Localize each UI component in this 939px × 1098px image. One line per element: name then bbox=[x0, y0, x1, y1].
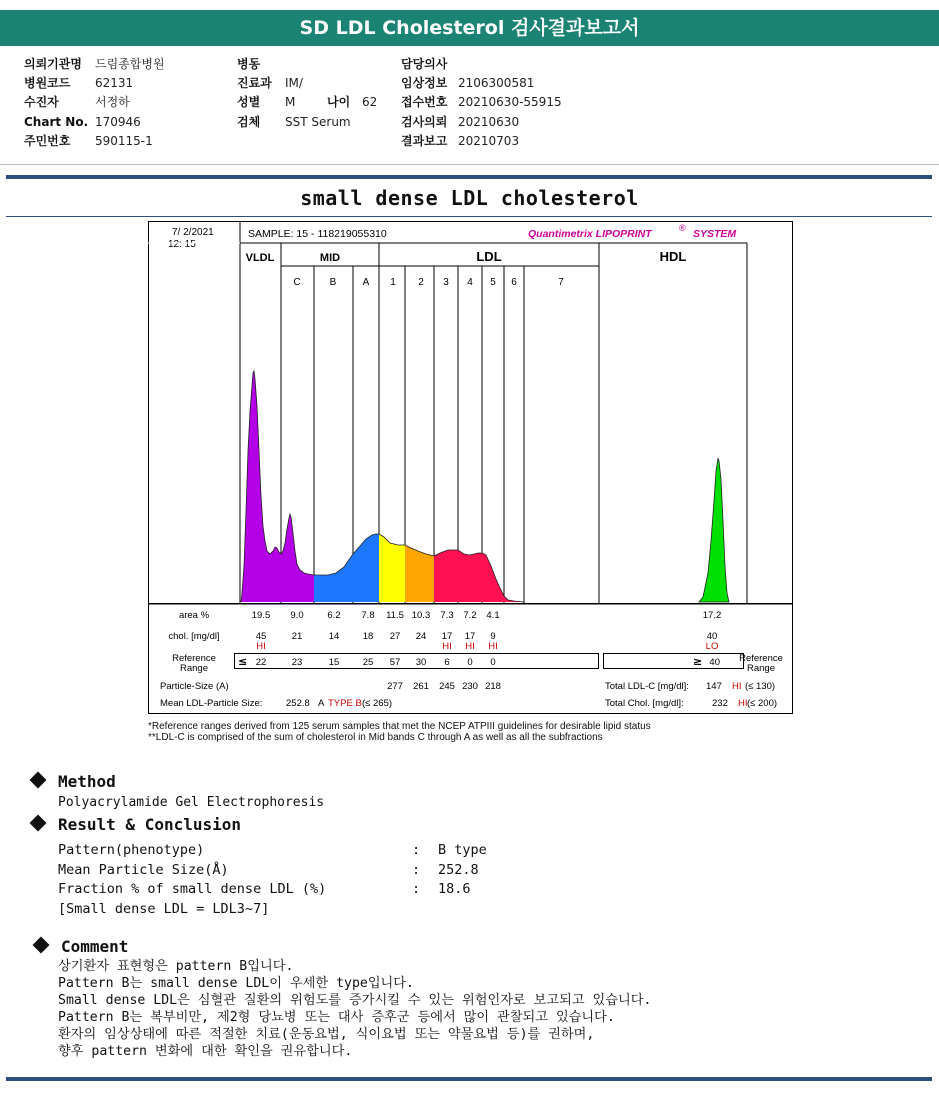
info-key: 검사의뢰 bbox=[401, 114, 448, 129]
ref-value: 0 bbox=[467, 657, 473, 668]
mean-particle-unit: A bbox=[318, 698, 325, 709]
info-key: 검체 bbox=[237, 114, 261, 129]
total-ldl-label: Total LDL-C [mg/dl]: bbox=[605, 681, 689, 692]
info-row bbox=[24, 113, 165, 132]
info-key: Chart No. bbox=[24, 114, 89, 129]
band-label-ldl: 4 bbox=[467, 277, 473, 288]
comment-line: Pattern B는 small dense LDL이 우세한 type입니다. bbox=[58, 976, 414, 991]
result-value: 18.6 bbox=[438, 881, 471, 897]
area-value: 19.5 bbox=[251, 610, 271, 621]
total-chol-ref: (≤ 200) bbox=[747, 698, 778, 709]
age-value: 62 bbox=[362, 95, 378, 109]
band-label-mid: A bbox=[362, 277, 370, 288]
chol-value: 21 bbox=[291, 631, 303, 642]
particle-size-value: 277 bbox=[387, 681, 403, 692]
chol-value: 17 bbox=[441, 631, 453, 642]
info-key: 주민번호 bbox=[24, 133, 71, 148]
area-value: 9.0 bbox=[290, 610, 304, 621]
info-value: SST Serum bbox=[285, 114, 351, 129]
info-column-1 bbox=[24, 55, 165, 151]
total-chol-value: 232 bbox=[712, 698, 728, 709]
chol-flag: HI bbox=[256, 641, 266, 652]
chart-date: 7/ 2/2021 bbox=[172, 227, 214, 238]
ref-right-label-1: Reference bbox=[739, 653, 783, 664]
group-label-vldl: VLDL bbox=[245, 252, 275, 264]
result-value: 252.8 bbox=[438, 862, 479, 878]
info-key: 접수번호 bbox=[401, 95, 448, 110]
info-row bbox=[237, 74, 351, 93]
band-label-ldl: 1 bbox=[390, 277, 396, 288]
comment-line: 향후 pattern 변화에 대한 확인을 권유합니다. bbox=[58, 1044, 353, 1059]
chol-value: 17 bbox=[464, 631, 476, 642]
comment-heading bbox=[35, 937, 128, 956]
band-label-ldl: 7 bbox=[558, 277, 564, 288]
mean-particle-label: Mean LDL-Particle Size: bbox=[160, 698, 263, 709]
footnote-1: *Reference ranges derived from 125 serum samples that met the NCEP ATPIII guidelines for desirable lipid status bbox=[148, 721, 651, 732]
bottom-rule bbox=[6, 1077, 932, 1081]
info-row bbox=[401, 55, 562, 74]
chart-brand: Quantimetrix LIPOPRINT bbox=[528, 228, 652, 240]
result-heading-text: Result & Conclusion bbox=[58, 815, 242, 834]
group-label-hdl: HDL bbox=[659, 249, 687, 264]
hdl-ref-value: 40 bbox=[709, 657, 720, 668]
info-key: 성별 bbox=[237, 95, 261, 110]
area-value: 7.8 bbox=[361, 610, 375, 621]
info-key: 병원코드 bbox=[24, 76, 71, 91]
total-ldl-flag: HI bbox=[732, 681, 742, 692]
diamond-bullet-icon bbox=[30, 815, 47, 832]
info-row bbox=[24, 74, 165, 93]
band-label-ldl: 3 bbox=[443, 277, 449, 288]
info-value: M bbox=[285, 95, 296, 110]
info-row bbox=[401, 113, 562, 132]
hdl-chol-value: 40 bbox=[706, 631, 718, 642]
row-label-chol: chol. [mg/dl] bbox=[168, 631, 220, 642]
chol-value: 27 bbox=[389, 631, 401, 642]
result-value: B type bbox=[438, 842, 487, 858]
chart-sample: SAMPLE: 15 - 118219055310 bbox=[248, 228, 387, 240]
diamond-bullet-icon bbox=[33, 937, 50, 954]
info-row bbox=[237, 113, 351, 132]
chol-flag: HI bbox=[465, 641, 475, 652]
ref-right-label-2: Range bbox=[747, 663, 775, 674]
ref-value: 15 bbox=[328, 657, 340, 668]
info-value: 20210630 bbox=[458, 114, 520, 129]
info-key: 담당의사 bbox=[401, 57, 448, 71]
group-label-mid: MID bbox=[319, 252, 341, 264]
info-value: IM/ bbox=[285, 76, 303, 91]
subtitle-underline bbox=[6, 216, 932, 217]
info-divider bbox=[0, 164, 939, 165]
chart-time: 12: 15 bbox=[168, 239, 196, 250]
area-value: 11.5 bbox=[386, 610, 404, 621]
hdl-ref-ge-symbol: ≥ bbox=[693, 655, 703, 668]
method-text: Polyacrylamide Gel Electrophoresis bbox=[58, 795, 325, 810]
row-label-ref-1: Reference bbox=[172, 653, 216, 664]
result-label: Pattern(phenotype) bbox=[58, 842, 205, 858]
band-label-ldl: 6 bbox=[511, 277, 517, 288]
info-column-3 bbox=[401, 55, 562, 151]
comment-body bbox=[58, 958, 651, 1060]
ref-value: 6 bbox=[444, 657, 450, 668]
particle-size-value: 230 bbox=[462, 681, 478, 692]
row-label-ref-2: Range bbox=[180, 663, 208, 674]
result-separator: : bbox=[412, 862, 421, 878]
info-value: 2106300581 bbox=[458, 76, 535, 91]
ref-value: 0 bbox=[490, 657, 496, 668]
info-value: 170946 bbox=[95, 114, 141, 129]
info-row bbox=[401, 74, 562, 93]
group-label-ldl: LDL bbox=[476, 249, 502, 264]
ref-value: 22 bbox=[255, 657, 267, 668]
top-rule bbox=[6, 175, 932, 179]
chol-value: 14 bbox=[328, 631, 340, 642]
comment-heading-text: Comment bbox=[61, 937, 129, 956]
total-ldl-ref: (≤ 130) bbox=[745, 681, 776, 692]
row-label-area: area % bbox=[178, 610, 210, 621]
method-heading-text: Method bbox=[58, 772, 116, 791]
info-age bbox=[327, 93, 377, 112]
info-key: 임상정보 bbox=[401, 76, 448, 91]
info-key: 수진자 bbox=[24, 95, 59, 110]
ref-value: 30 bbox=[415, 657, 427, 668]
area-value: 7.2 bbox=[463, 610, 477, 621]
area-value: 7.3 bbox=[440, 610, 454, 621]
curve-band-fill bbox=[458, 550, 482, 602]
chol-flag: HI bbox=[488, 641, 498, 652]
result-note: [Small dense LDL = LDL3~7] bbox=[58, 901, 270, 917]
result-label: Fraction % of small dense LDL (%) bbox=[58, 881, 327, 897]
total-ldl-value: 147 bbox=[706, 681, 722, 692]
hdl-chol-flag: LO bbox=[705, 641, 719, 652]
comment-line: 상기환자 표현형은 pattern B입니다. bbox=[58, 959, 294, 974]
age-key: 나이 bbox=[327, 95, 351, 109]
section-subtitle: small dense LDL cholesterol bbox=[300, 186, 639, 210]
info-row bbox=[24, 132, 165, 151]
info-value: 20210630-55915 bbox=[458, 95, 562, 110]
result-separator: : bbox=[412, 881, 421, 897]
particle-size-value: 245 bbox=[439, 681, 455, 692]
chol-value: 18 bbox=[362, 631, 374, 642]
diamond-bullet-icon bbox=[30, 772, 47, 789]
info-key: 진료과 bbox=[237, 76, 272, 91]
info-key: 결과보고 bbox=[401, 133, 448, 148]
band-label-mid: C bbox=[293, 277, 301, 288]
total-chol-flag: HI bbox=[738, 698, 748, 709]
particle-size-value: 261 bbox=[413, 681, 429, 692]
total-chol-label: Total Chol. [mg/dl]: bbox=[605, 698, 684, 709]
info-row bbox=[401, 93, 562, 112]
chol-value: 24 bbox=[415, 631, 427, 642]
comment-line: Pattern B는 복부비만, 제2형 당뇨병 또는 대사 증후군 등에서 많이 관찰되고 있습니다. bbox=[58, 1010, 615, 1025]
band-label-ldl: 5 bbox=[490, 277, 496, 288]
comment-line: Small dense LDL은 심혈관 질환의 위험도를 증가시킬 수 있는 위험인자로 보고되고 있습니다. bbox=[58, 993, 652, 1008]
particle-size-label: Particle-Size (A) bbox=[160, 681, 229, 692]
chol-value: 45 bbox=[255, 631, 267, 642]
info-value: 20210703 bbox=[458, 133, 520, 148]
band-label-ldl: 2 bbox=[418, 277, 424, 288]
info-value: 590115-1 bbox=[95, 133, 153, 148]
comment-line: 환자의 임상상태에 따른 적절한 치료(운동요법, 식이요법 또는 약물요법 등)를 권하며, bbox=[58, 1027, 595, 1042]
lipoprint-chart bbox=[148, 221, 794, 715]
mean-particle-value: 252.8 bbox=[286, 698, 310, 709]
ref-value: 23 bbox=[291, 657, 303, 668]
info-row bbox=[24, 55, 165, 74]
ref-value: 57 bbox=[389, 657, 401, 668]
report-title: SD LDL Cholesterol 검사결과보고서 bbox=[0, 10, 939, 46]
info-row bbox=[237, 55, 351, 74]
ref-value: 25 bbox=[362, 657, 374, 668]
area-value: 10.3 bbox=[411, 610, 431, 621]
info-value: 62131 bbox=[95, 76, 134, 91]
info-row bbox=[401, 132, 562, 151]
band-label-mid: B bbox=[329, 277, 337, 288]
info-value: 드림종합병원 bbox=[95, 57, 165, 71]
chol-value: 9 bbox=[490, 631, 496, 642]
area-value: 6.2 bbox=[327, 610, 341, 621]
area-value: 4.1 bbox=[486, 610, 500, 621]
info-row bbox=[24, 93, 165, 112]
info-key: 의뢰기관명 bbox=[24, 57, 82, 71]
result-heading bbox=[32, 815, 241, 834]
particle-size-value: 218 bbox=[485, 681, 501, 692]
chart-brand-system: SYSTEM bbox=[693, 228, 737, 240]
chart-brand-mark: ® bbox=[679, 223, 686, 233]
result-label: Mean Particle Size(Å) bbox=[58, 862, 229, 878]
footnote-2: **LDL-C is comprised of the sum of cholesterol in Mid bands C through A as well as all the subfractions bbox=[148, 732, 603, 743]
curve-band-fill bbox=[434, 550, 458, 602]
mean-particle-type: TYPE B bbox=[328, 698, 362, 709]
hdl-area-value: 17.2 bbox=[702, 610, 722, 621]
info-value: 서정하 bbox=[95, 95, 130, 110]
info-key: 병동 bbox=[237, 57, 261, 71]
mean-particle-ref: (≤ 265) bbox=[362, 698, 393, 709]
ref-le-symbol: ≤ bbox=[238, 655, 248, 668]
method-heading bbox=[32, 772, 116, 791]
chol-flag: HI bbox=[442, 641, 452, 652]
result-separator: : bbox=[412, 842, 421, 858]
